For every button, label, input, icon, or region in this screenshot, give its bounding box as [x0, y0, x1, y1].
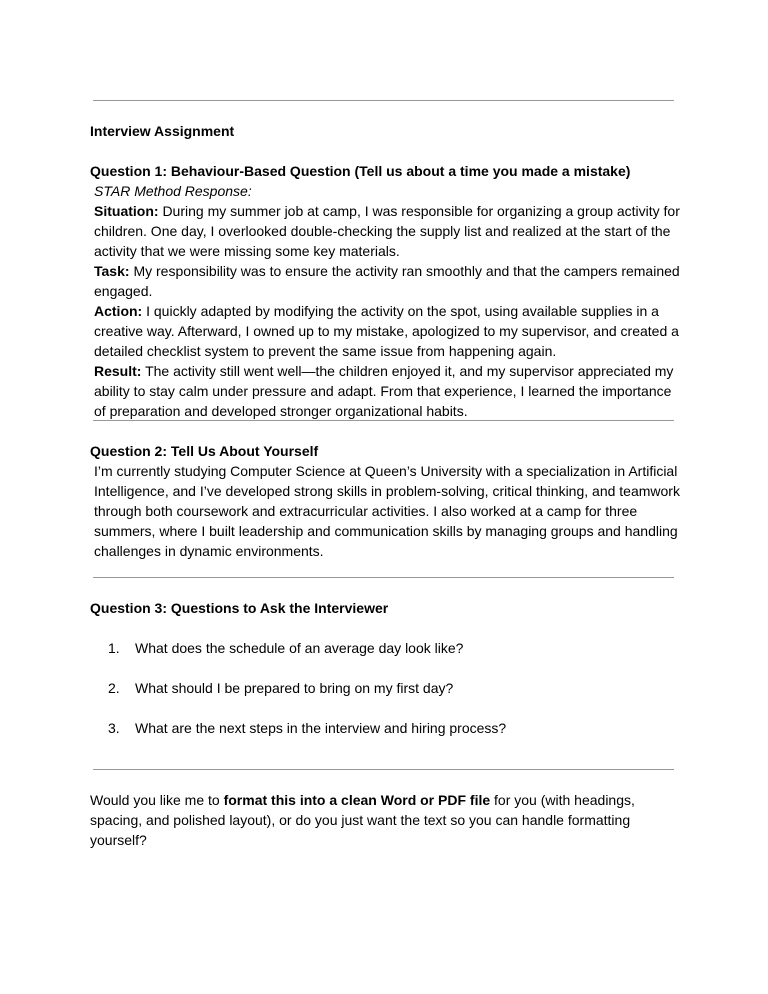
- divider: [93, 420, 674, 421]
- action-paragraph: Action: I quickly adapted by modifying the activity on the spot, using available supplies in a creative way. Afterward, I owned up to my mistake, apologized to my supervisor, and created a detailed checklist system to prevent the same issue from happening again.: [94, 303, 679, 359]
- question-1-section: [90, 161, 682, 421]
- closing-paragraph: Would you like me to format this into a clean Word or PDF file for you (with headings, spacing, and polished layout), or do you just want the text so you can handle formatting yourself?: [90, 792, 635, 848]
- situation-paragraph: Situation: During my summer job at camp, I was responsible for organizing a group activity for children. One day, I overlooked double-checking the supply list and realized at the start of the activity that we were missing some key materials.: [94, 203, 680, 259]
- divider: [93, 100, 674, 101]
- list-item: [108, 718, 668, 738]
- question-1-heading: Question 1: Behaviour-Based Question (Tell us about a time you made a mistake): [90, 163, 631, 179]
- list-text: What should I be prepared to bring on my first day?: [135, 680, 454, 696]
- question-2-body: I’m currently studying Computer Science at Queen’s University with a specialization in Artificial Intelligence, and I’ve developed strong skills in problem-solving, critical thinking, and teamwork through both coursework and extracurricular activities. I also worked at a camp for three summers, where I built leadership and communication skills by managing groups and handling challenges in dynamic environments.: [94, 463, 680, 559]
- task-paragraph: Task: My responsibility was to ensure the activity ran smoothly and that the campers remained engaged.: [94, 263, 680, 299]
- document-title: Interview Assignment: [90, 123, 235, 139]
- list-number: 2.: [108, 680, 120, 696]
- list-number: 3.: [108, 720, 120, 736]
- star-method-label: STAR Method Response:: [94, 183, 252, 199]
- list-text: What are the next steps in the interview and hiring process?: [135, 720, 507, 736]
- result-paragraph: Result: The activity still went well—the children enjoyed it, and my supervisor appreciated my ability to stay calm under pressure and adapt. From that experience, I learned the importance of preparation and developed stronger organizational habits.: [94, 363, 674, 419]
- question-3-heading: Question 3: Questions to Ask the Interviewer: [90, 600, 389, 616]
- divider: [93, 577, 674, 578]
- list-text: What does the schedule of an average day look like?: [135, 640, 464, 656]
- list-number: 1.: [108, 640, 120, 656]
- list-item: [108, 638, 668, 658]
- question-2-heading: Question 2: Tell Us About Yourself: [90, 443, 319, 459]
- question-2-section: [90, 441, 682, 561]
- list-item: [108, 678, 668, 698]
- divider: [93, 769, 674, 770]
